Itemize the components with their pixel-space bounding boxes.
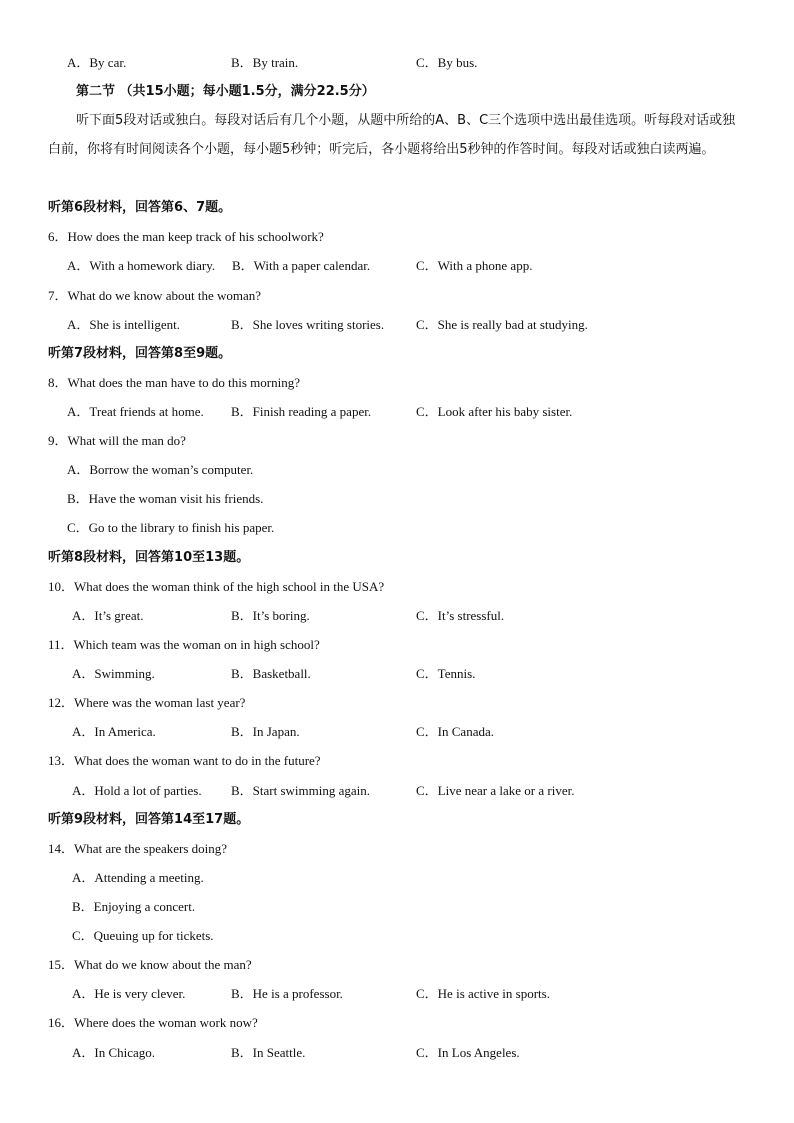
q15-option-b: B．He is a professor. <box>231 986 343 1001</box>
option-a: A．By car. <box>67 55 127 70</box>
q16-option-b: B．In Seattle. <box>231 1045 306 1060</box>
question-11: 11．Which team was the woman on in high school? <box>48 637 320 652</box>
q7-option-c: C．She is really bad at studying. <box>416 317 588 332</box>
q14-option-b: B．Enjoying a concert. <box>72 899 196 914</box>
section-heading: 第二节 （共15小题；每小题1.5分，满分22.5分） <box>76 84 375 99</box>
q11-option-a: A．Swimming. <box>72 666 155 681</box>
question-13: 13．What does the woman want to do in the future? <box>48 753 321 768</box>
question-12: 12．Where was the woman last year? <box>48 695 246 710</box>
q6-option-c: C．With a phone app. <box>416 258 533 273</box>
q15-option-a: A．He is very clever. <box>72 986 186 1001</box>
question-7: 7．What do we know about the woman? <box>48 288 262 303</box>
q13-option-c: C．Live near a lake or a river. <box>416 783 575 798</box>
q6-option-b: B．With a paper calendar. <box>232 258 371 273</box>
q8-option-a: A．Treat friends at home. <box>67 404 204 419</box>
q11-option-c: C．Tennis. <box>416 666 476 681</box>
section-instructions: 听下面5段对话或独白。每段对话后有几个小题，从题中所给的A、B、C三个选项中选出最佳选项。听每段对话或独白前，你将有时间阅读各个小题，每小题5秒钟；听完后，各小题将给出5秒钟的作答时间。每段对话或独白读两遍。 <box>48 113 736 157</box>
option-c: C．By bus. <box>416 55 478 70</box>
q10-option-c: C．It’s stressful. <box>416 608 505 623</box>
q12-option-b: B．In Japan. <box>231 724 300 739</box>
q9-option-b: B．Have the woman visit his friends. <box>67 491 264 506</box>
question-14: 14．What are the speakers doing? <box>48 841 228 856</box>
option-b: B．By train. <box>231 55 299 70</box>
question-9: 9．What will the man do? <box>48 433 186 448</box>
q14-option-a: A．Attending a meeting. <box>72 870 204 885</box>
question-10: 10．What does the woman think of the high school in the USA? <box>48 579 385 594</box>
question-8: 8．What does the man have to do this morning? <box>48 375 301 390</box>
q8-option-c: C．Look after his baby sister. <box>416 404 573 419</box>
q12-option-a: A．In America. <box>72 724 156 739</box>
q10-option-b: B．It’s boring. <box>231 608 310 623</box>
material-9-heading: 听第9段材料，回答第14至17题。 <box>48 812 250 827</box>
q16-option-a: A．In Chicago. <box>72 1045 156 1060</box>
q12-option-c: C．In Canada. <box>416 724 494 739</box>
q15-option-c: C．He is active in sports. <box>416 986 550 1001</box>
question-15: 15．What do we know about the man? <box>48 957 252 972</box>
q9-option-a: A．Borrow the woman’s computer. <box>67 462 254 477</box>
q11-option-b: B．Basketball. <box>231 666 311 681</box>
q13-option-b: B．Start swimming again. <box>231 783 371 798</box>
q16-option-c: C．In Los Angeles. <box>416 1045 520 1060</box>
material-8-heading: 听第8段材料，回答第10至13题。 <box>48 550 250 565</box>
material-6-heading: 听第6段材料，回答第6、7题。 <box>48 200 232 215</box>
q14-option-c: C．Queuing up for tickets. <box>72 928 214 943</box>
question-16: 16．Where does the woman work now? <box>48 1015 258 1030</box>
q9-option-c: C．Go to the library to finish his paper. <box>67 520 275 535</box>
q6-option-a: A．With a homework diary. <box>67 258 216 273</box>
question-6: 6．How does the man keep track of his schoolwork? <box>48 229 324 244</box>
material-7-heading: 听第7段材料，回答第8至9题。 <box>48 346 232 361</box>
q10-option-a: A．It’s great. <box>72 608 144 623</box>
q7-option-b: B．She loves writing stories. <box>231 317 385 332</box>
q13-option-a: A．Hold a lot of parties. <box>72 783 202 798</box>
q7-option-a: A．She is intelligent. <box>67 317 181 332</box>
q8-option-b: B．Finish reading a paper. <box>231 404 372 419</box>
